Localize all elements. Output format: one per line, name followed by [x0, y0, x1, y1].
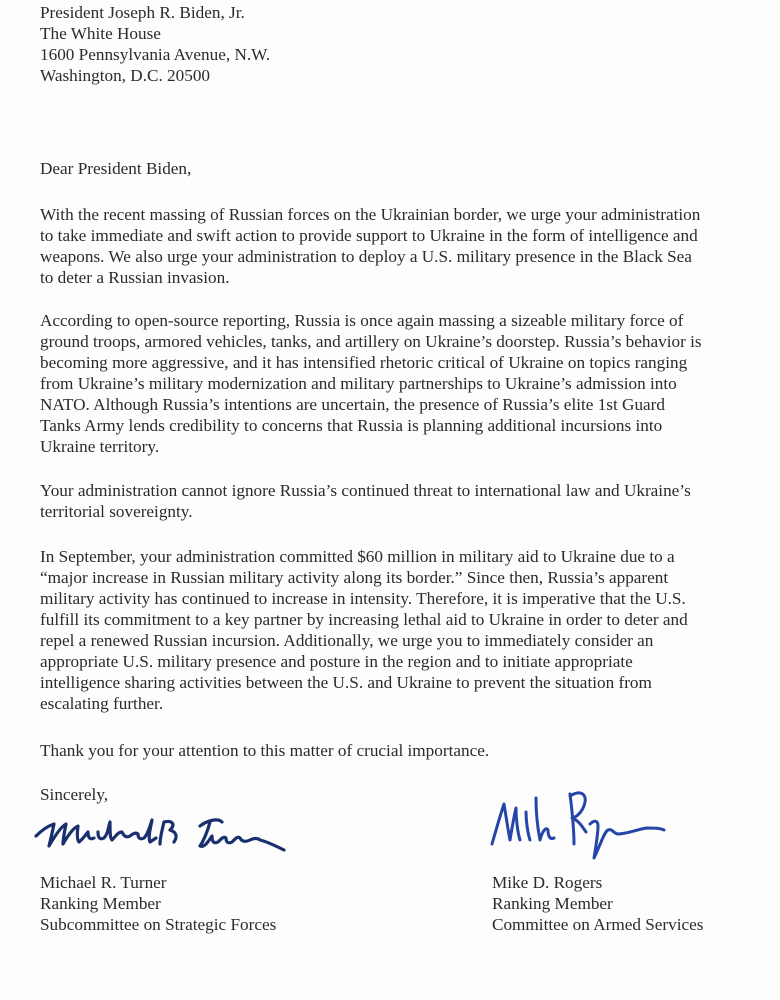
paragraph-line: to take immediate and swift action to provide support to Ukraine in the form of intelligence and [40, 226, 698, 245]
address-line: 1600 Pennsylvania Avenue, N.W. [40, 45, 271, 64]
paragraph-line: According to open-source reporting, Russia is once again massing a sizeable military force of [40, 311, 684, 330]
paragraph-line: ground troops, armored vehicles, tanks, and artillery on Ukraine’s doorstep. Russia’s behavior is [40, 332, 702, 351]
paragraph-line: weapons. We also urge your administration to deploy a U.S. military presence in the Black Sea [40, 247, 692, 266]
paragraph-1 [40, 204, 760, 288]
paragraph-line: Tanks Army lends credibility to concerns that Russia is planning additional incursions into [40, 416, 663, 435]
signer-name: Michael R. Turner [40, 873, 167, 892]
address-line: Washington, D.C. 20500 [40, 66, 211, 85]
signer-name: Mike D. Rogers [492, 873, 603, 892]
paragraph-2 [40, 310, 760, 457]
paragraph-line: fulfill its commitment to a key partner by increasing lethal aid to Ukraine in order to deter and [40, 610, 688, 629]
signer-rogers [492, 872, 703, 935]
signer-turner [40, 872, 276, 935]
salutation: Dear President Biden, [40, 159, 192, 178]
paragraph-line: escalating further. [40, 694, 164, 713]
paragraph-line: from Ukraine’s military modernization and military partnerships to Ukraine’s admission into [40, 374, 677, 393]
closing-sentence: Thank you for your attention to this matter of crucial importance. [40, 741, 490, 760]
paragraph-line: intelligence sharing activities between the U.S. and Ukraine to prevent the situation from [40, 673, 652, 692]
address-line: President Joseph R. Biden, Jr. [40, 3, 245, 22]
paragraph-line: appropriate U.S. military presence and posture in the region and to initiate appropriate [40, 652, 633, 671]
recipient-address [40, 2, 760, 86]
paragraph-line: repel a renewed Russian incursion. Additionally, we urge you to immediately consider an [40, 631, 654, 650]
paragraph-line: military activity has continued to increase in intensity. Therefore, it is imperative that the U.S. [40, 589, 686, 608]
paragraph-3 [40, 480, 760, 522]
signer-title: Ranking Member [492, 894, 613, 913]
paragraph-line: becoming more aggressive, and it has intensified rhetoric critical of Ukraine on topics ranging [40, 353, 688, 372]
paragraph-line: territorial sovereignty. [40, 502, 193, 521]
paragraph-line: Your administration cannot ignore Russia’s continued threat to international law and Ukraine’s [40, 481, 691, 500]
signer-title: Ranking Member [40, 894, 161, 913]
rogers-signature-icon [486, 786, 676, 866]
paragraph-4 [40, 546, 760, 714]
paragraph-line: to deter a Russian invasion. [40, 268, 230, 287]
turner-signature-icon [32, 808, 312, 858]
signer-committee: Committee on Armed Services [492, 915, 704, 934]
paragraph-line: With the recent massing of Russian forces on the Ukrainian border, we urge your administration [40, 205, 701, 224]
paragraph-line: In September, your administration committed $60 million in military aid to Ukraine due to a [40, 547, 675, 566]
paragraph-line: “major increase in Russian military activity along its border.” Since then, Russia’s apparent [40, 568, 669, 587]
paragraph-line: Ukraine territory. [40, 437, 160, 456]
signer-committee: Subcommittee on Strategic Forces [40, 915, 277, 934]
address-line: The White House [40, 24, 161, 43]
valediction: Sincerely, [40, 785, 109, 804]
paragraph-line: NATO. Although Russia’s intentions are uncertain, the presence of Russia’s elite 1st Guard [40, 395, 665, 414]
